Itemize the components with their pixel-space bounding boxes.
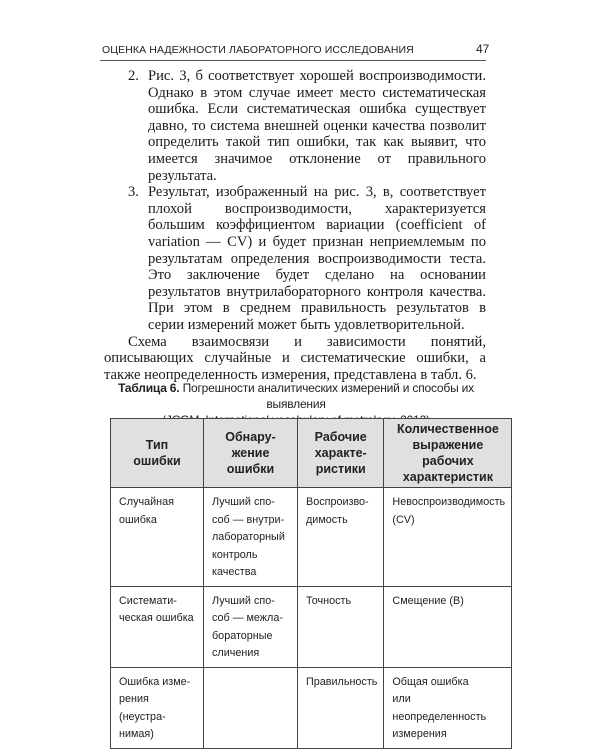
table-cell: Общая ошибка или неопределенность измерения <box>384 667 512 748</box>
table-header-cell: Количественное выражение рабочих характеристик <box>384 419 512 488</box>
body-paragraph: Схема взаимосвязи и зависимости понятий, описывающих случайные и систематические ошибки, а также неопределенность измерения, представлена в табл. 6. <box>104 333 486 383</box>
table-cell <box>204 667 298 748</box>
errors-table <box>110 418 512 749</box>
table-header-cell: Рабочие характе- ристики <box>298 419 384 488</box>
table-cell: Невоспроизводимость (CV) <box>384 488 512 587</box>
list-item <box>104 184 486 333</box>
table-cell: Системати- ческая ошибка <box>111 586 204 667</box>
table-cell: Лучший спо- соб — внутри- лабораторный контроль качества <box>204 488 298 587</box>
table-row <box>111 488 512 587</box>
table-row <box>111 667 512 748</box>
page-number: 47 <box>476 42 490 56</box>
table-header-cell: Тип ошибки <box>111 419 204 488</box>
table-cell: Ошибка изме- рения (неустра- нимая) <box>111 667 204 748</box>
table-caption-text: Погрешности аналитических измерений и способы их выявления <box>182 381 474 411</box>
table-cell: Случайная ошибка <box>111 488 204 587</box>
running-header-title: ОЦЕНКА НАДЕЖНОСТИ ЛАБОРАТОРНОГО ИССЛЕДОВАНИЯ <box>102 44 414 56</box>
list-item <box>104 68 486 184</box>
table-cell: Точность <box>298 586 384 667</box>
list-item-text: Рис. 3, б соответствует хорошей воспроизводимости. Однако в этом случае имеет место систематическая ошибка. Если систематическая ошибка существует давно, то система внешней оценки качества позволит определить такой тип ошибки, так как выявит, что имеется значимое отклонение от правильного результата. <box>148 68 486 184</box>
list-item-text: Результат, изображенный на рис. 3, в, соответствует плохой воспроизводимости, характеризуется большим коэффициентом вариации (coefficient of variation — CV) и будет признан неприемлемым по результатам определения воспроизводимости теста. Это заключение будет сделано на основании результатов внутрилабораторного контроля качества. При этом в среднем правильность результатов в серии измерений может быть удовлетворительной. <box>148 184 486 333</box>
table-cell: Смещение (В) <box>384 586 512 667</box>
table-cell: Правильность <box>298 667 384 748</box>
list-item-number: 2. <box>128 68 139 84</box>
header-rule <box>100 60 486 61</box>
table-cell: Воспроизво- димость <box>298 488 384 587</box>
table-row <box>111 586 512 667</box>
table-caption-label: Таблица 6. <box>118 381 180 395</box>
table-header-row <box>111 419 512 488</box>
table-header-cell: Обнару- жение ошибки <box>204 419 298 488</box>
body-text <box>104 68 486 383</box>
list-item-number: 3. <box>128 184 139 201</box>
table-cell: Лучший спо- соб — межла- бораторные сличения <box>204 586 298 667</box>
